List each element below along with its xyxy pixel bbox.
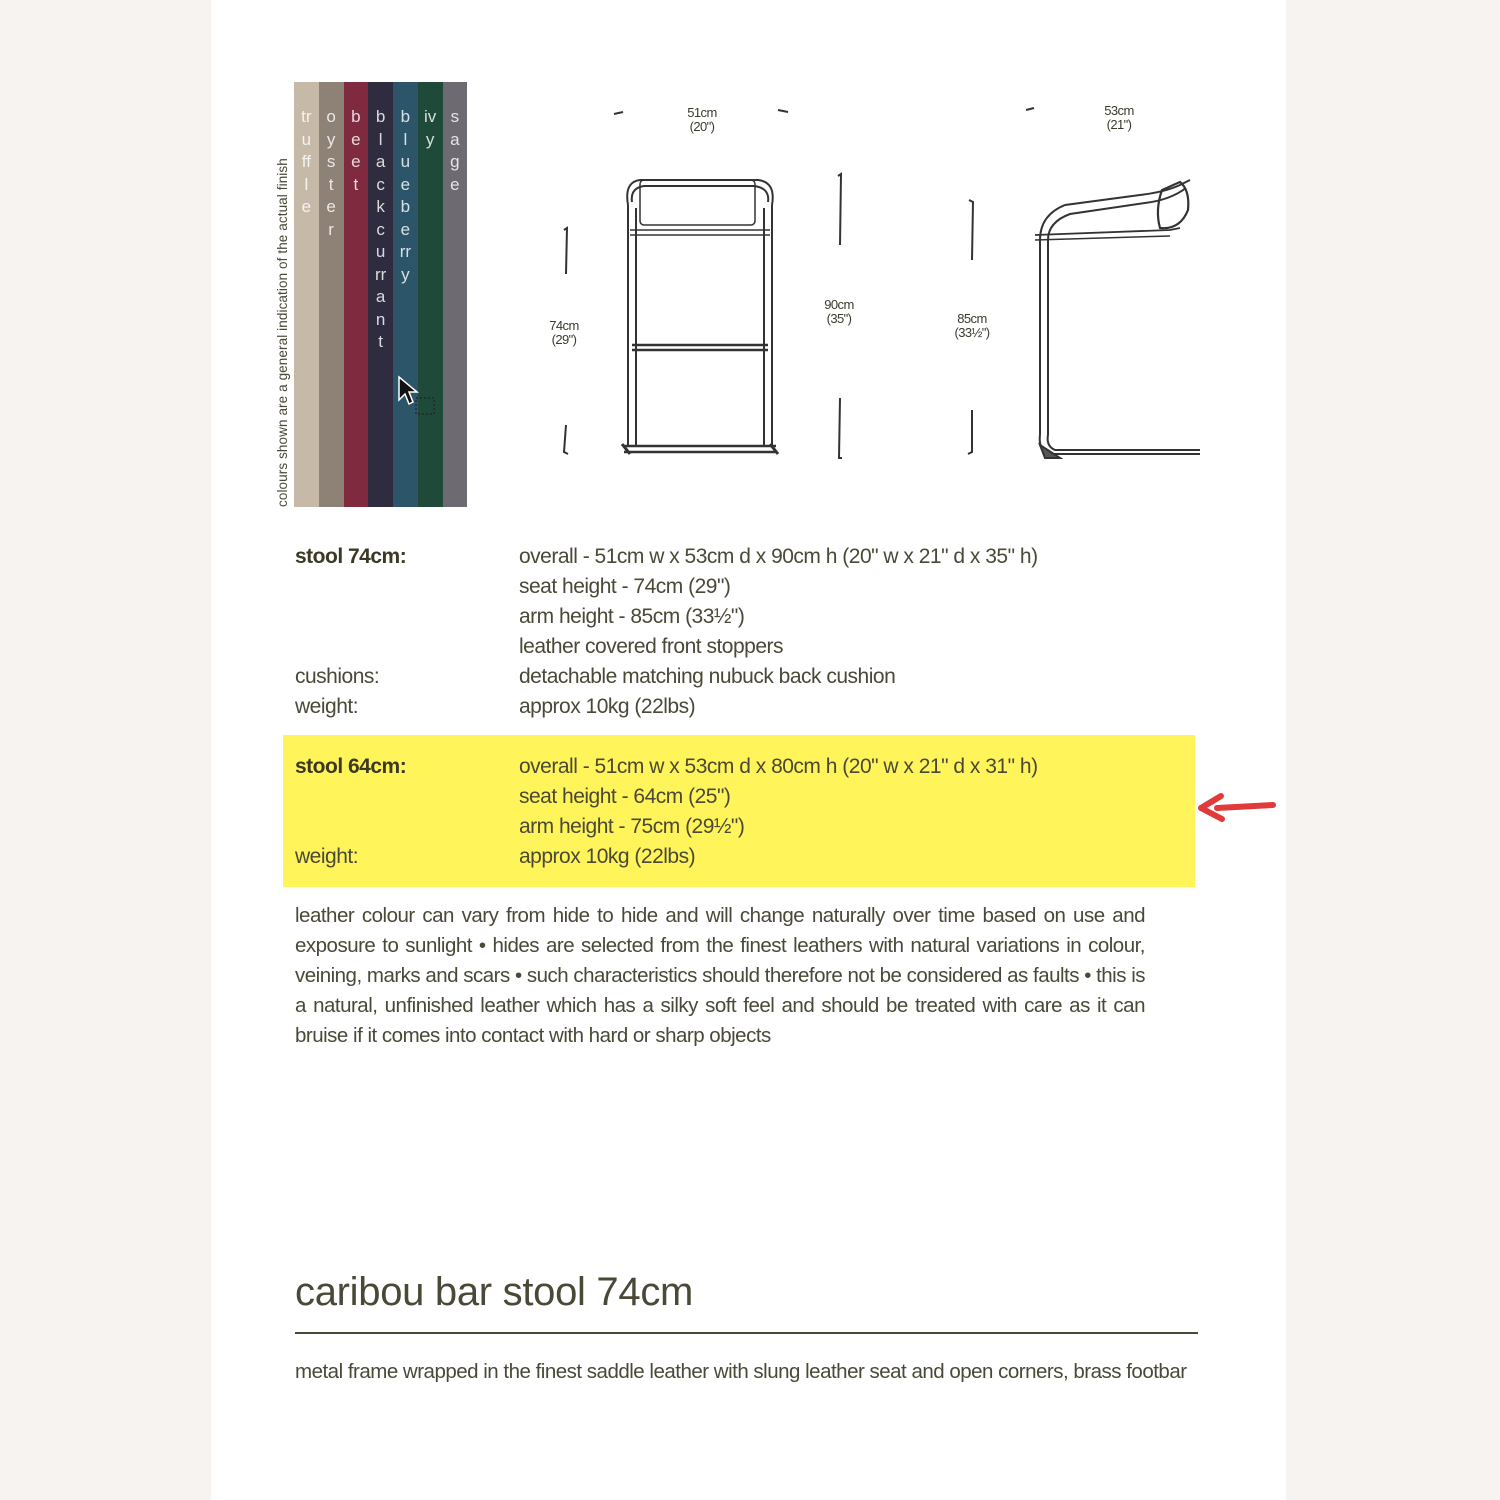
weight-74-label: weight:	[295, 695, 359, 718]
swatch-sage	[443, 82, 468, 507]
swatch-label: truffle	[301, 107, 312, 216]
leather-care-text: leather colour can vary from hide to hide and will change naturally over time based on use and exposure to sunlight • hides are selected from the finest leathers with natural variations in colour, veining, marks and scars • such characteristics should therefore not be considered as faults • this is a natural, unfinished leather which has a silky soft feel and should be treated with care as it can bruise if it comes into contact with hard or sharp objects	[295, 904, 1145, 1047]
swatch-ivy	[418, 82, 443, 507]
side-depth-label: 53cm (21")	[1104, 103, 1134, 132]
red-arrow-icon	[1195, 788, 1279, 826]
weight-64-value: approx 10kg (22lbs)	[519, 845, 696, 868]
spec-64-seat-height: seat height - 64cm (25")	[519, 785, 731, 808]
spec-64-overall: overall - 51cm w x 53cm d x 80cm h (20" w x 21" d x 31" h)	[519, 755, 1038, 778]
spec-stool-74	[283, 542, 1195, 722]
swatch-beet	[344, 82, 369, 507]
swatch-label: sage	[450, 107, 460, 194]
weight-74-value: approx 10kg (22lbs)	[519, 695, 696, 718]
swatch-label: ivy	[423, 107, 437, 149]
swatch-truffle	[294, 82, 319, 507]
swatch-label: oyster	[326, 107, 336, 239]
mouse-cursor-icon	[396, 374, 440, 420]
swatch-label: beet	[351, 107, 361, 194]
spec-64-label: stool 64cm:	[295, 755, 407, 778]
front-width-label: 51cm (20")	[687, 105, 717, 134]
spec-74-label: stool 74cm:	[295, 545, 407, 568]
swatch-blackcurrant	[368, 82, 393, 507]
swatch-oyster	[319, 82, 344, 507]
spec-stool-64-highlight	[283, 735, 1195, 887]
spec-74-stoppers: leather covered front stoppers	[519, 635, 783, 658]
technical-drawings	[540, 90, 1220, 490]
swatch-label: blueberry	[399, 107, 412, 284]
overall-height-label: 90cm (35")	[824, 297, 854, 326]
title-divider	[295, 1332, 1198, 1334]
swatch-disclaimer: colours shown are a general indication of the actual finish	[275, 158, 290, 507]
weight-64-label: weight:	[295, 845, 359, 868]
spec-64-arm-height: arm height - 75cm (29½")	[519, 815, 745, 838]
spec-74-seat-height: seat height - 74cm (29")	[519, 575, 731, 598]
swatch-blueberry	[393, 82, 418, 507]
seat-height-label: 74cm (29")	[549, 318, 579, 347]
cushions-value: detachable matching nubuck back cushion	[519, 665, 896, 688]
stool-line-drawing	[540, 90, 1220, 490]
colour-swatches	[294, 82, 467, 507]
product-title: caribou bar stool 74cm	[295, 1270, 694, 1314]
spec-74-overall: overall - 51cm w x 53cm d x 90cm h (20" w x 21" d x 35" h)	[519, 545, 1038, 568]
product-description: metal frame wrapped in the finest saddle leather with slung leather seat and open corners, brass footbar	[295, 1360, 1187, 1383]
cushions-label: cushions:	[295, 665, 380, 688]
swatch-label: blackcurrant	[374, 107, 387, 351]
spec-74-arm-height: arm height - 85cm (33½")	[519, 605, 745, 628]
arm-height-label: 85cm (33½")	[954, 311, 990, 340]
